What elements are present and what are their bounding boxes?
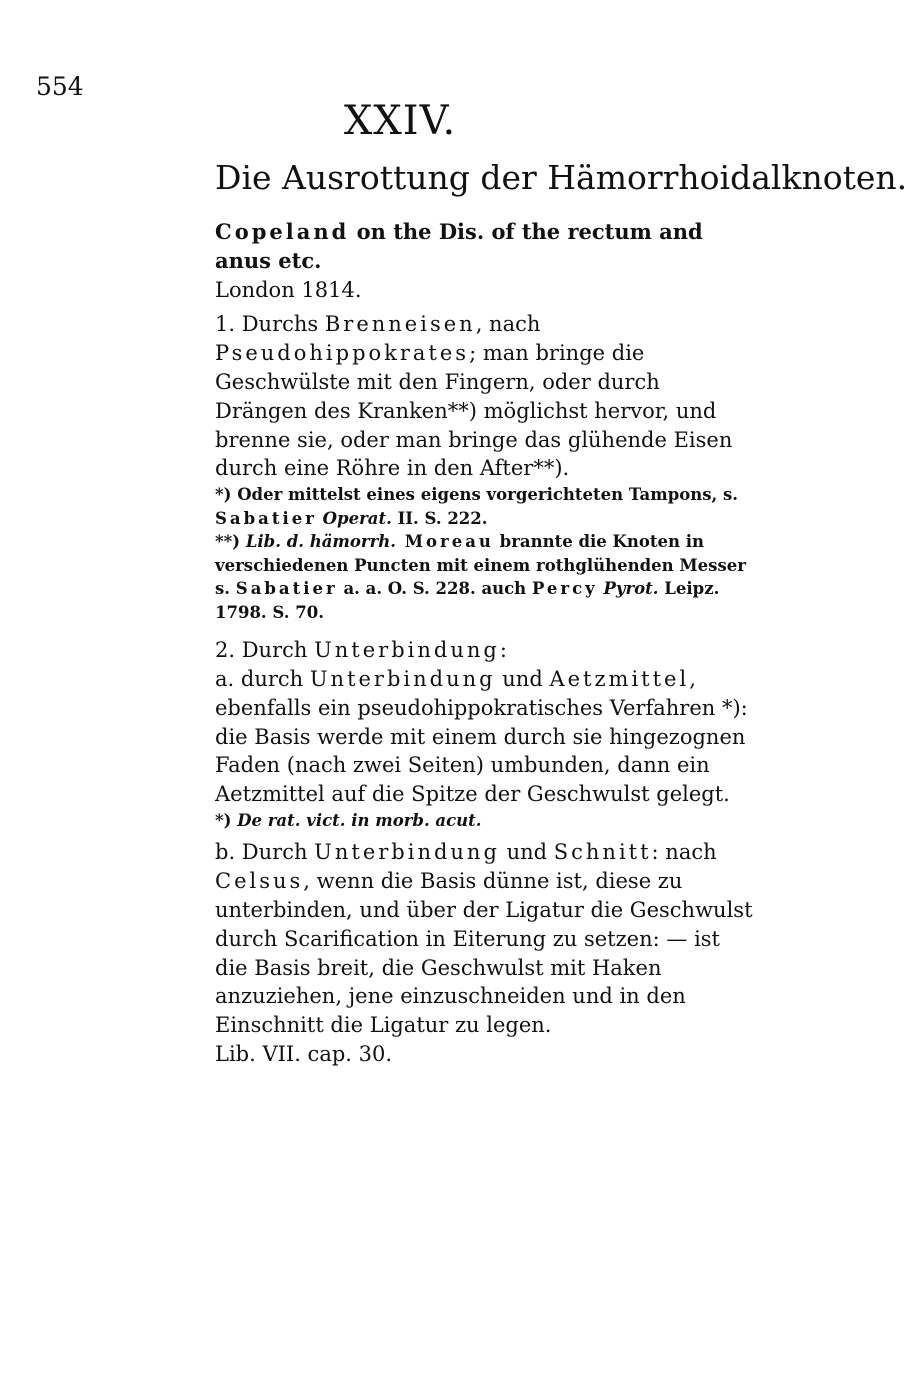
subsection-a-mid: und	[495, 666, 550, 691]
footnote-3-mark: *)	[215, 810, 238, 830]
reference-place: London 1814.	[215, 277, 362, 302]
subsection-b-number: b. Durch	[215, 840, 315, 865]
subsection-b-term-2: Schnitt	[553, 840, 652, 865]
section-2-term: Unterbindung	[314, 638, 500, 663]
reference-text: on the Dis. of the rectum and anus etc.	[215, 219, 703, 273]
body-text	[215, 218, 755, 1069]
section-2-end: :	[499, 638, 507, 663]
footnote-1-text: Oder mittelst eines eigens vorgerichteten Tampons, s.	[237, 485, 739, 505]
footnote-2-mid: a. a. O. S. 228. auch	[337, 579, 532, 599]
footnote-1-end: II. S. 222.	[391, 508, 488, 528]
section-1-mid: , nach	[475, 312, 541, 337]
section-2-heading	[215, 636, 755, 665]
subsection-a-term-2: Aetzmittel	[549, 666, 690, 691]
footnote-2-work: Lib. d. hämorrh.	[245, 532, 397, 552]
section-1-text: ; man bringe die Geschwülste mit den Fingern, oder durch Drängen des Kranken**) möglichst hervor, und brenne sie, oder man bringe das glühende Eisen durch eine Röhre in den After**).	[215, 341, 733, 481]
subsection-a-term-1: Unterbindung	[309, 666, 496, 691]
bibliographic-reference	[215, 218, 755, 304]
footnote-3-work: De rat. vict. in morb. acut.	[237, 810, 482, 830]
subsection-b-colon: : nach	[651, 840, 717, 865]
section-1-author: Pseudohippokrates	[215, 341, 470, 366]
subsection-b-author: Celsus	[215, 869, 304, 894]
reference-author: Copeland	[215, 219, 350, 244]
footnote-2-work-2: Pyrot.	[597, 579, 659, 599]
footnote-1-work: Operat.	[316, 508, 392, 528]
closing-reference: Lib. VII. cap. 30.	[215, 1042, 393, 1067]
subsection-a-text: , ebenfalls ein pseudohippokratisches Verfahren *): die Basis werde mit einem durch sie hingezognen Faden (nach zwei Seiten) umbunden, dann ein Aetzmittel auf die Spitze der Geschwulst gelegt.	[215, 666, 748, 807]
subsection-b-mid: und	[499, 840, 554, 865]
subsection-b-text: , wenn die Basis dünne ist, diese zu unterbinden, und über der Ligatur die Geschwulst durch Scarification in Eiterung zu setzen: — ist die Basis breit, die Geschwulst mit Haken anzuziehen, jene einzuschneiden und in den Einschnitt die Ligatur zu legen.	[215, 869, 753, 1038]
subsection-b-term-1: Unterbindung	[314, 840, 500, 865]
footnote-2-author-1: Moreau	[396, 532, 494, 552]
section-2-number: 2. Durch	[215, 638, 315, 663]
section-1-number: 1.	[215, 312, 242, 337]
chapter-title: Die Ausrottung der Hämorrhoidalknoten.	[215, 158, 907, 197]
footnote-1	[215, 483, 755, 530]
subsection-b	[215, 838, 755, 1040]
footnote-2-text: brannte die Knoten in verschiedenen Puncten mit einem rothglühenden Messer s.	[215, 532, 746, 599]
page-number: 554	[36, 72, 84, 101]
footnote-2-author-3: Percy	[531, 579, 598, 599]
subsection-a	[215, 665, 755, 809]
chapter-heading: XXIV.	[343, 98, 457, 144]
footnote-3	[215, 809, 755, 833]
footnote-2-author-2: Sabatier	[235, 579, 338, 599]
section-1-lead: Durchs	[241, 312, 325, 337]
subsection-a-number: a. durch	[215, 666, 310, 691]
footnote-1-author: Sabatier	[215, 508, 317, 528]
footnote-2-end: Leipz. 1798. S. 70.	[215, 579, 720, 622]
section-1-term: Brenneisen	[324, 312, 476, 337]
footnote-2-mark: **)	[215, 532, 246, 552]
section-1	[215, 310, 755, 483]
footnote-1-mark: *)	[215, 485, 238, 505]
footnote-2	[215, 530, 755, 624]
